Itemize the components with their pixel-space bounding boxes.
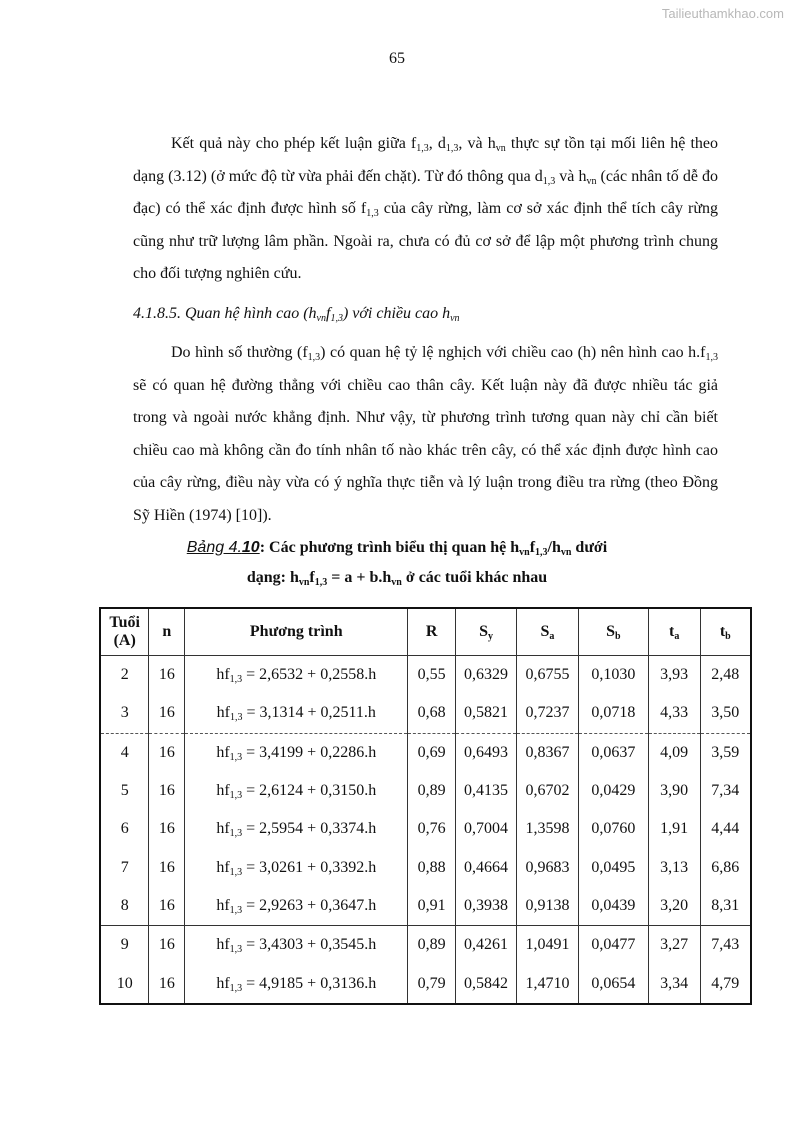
cell-sa: 0,7237 [517,694,579,733]
page-number: 65 [389,50,405,67]
cell-age: 3 [100,694,149,733]
cell-n: 16 [149,964,185,1003]
cell-sa: 0,9138 [517,887,579,926]
watermark: Tailieuthamkhao.com [661,6,784,21]
cell-tb: 3,59 [700,733,751,772]
table-row [100,772,751,810]
table-header-row [100,608,751,656]
cell-tb: 7,34 [700,772,751,810]
cell-age: 5 [100,772,149,810]
cell-age: 10 [100,964,149,1003]
header-sb: $S_b$ [578,608,648,656]
header-tb: $t_b$ [700,608,751,656]
header-sa: $S_a$ [517,608,579,656]
table-row [100,810,751,848]
header-n: n [149,608,185,656]
table-row [100,694,751,733]
equations-table [99,607,752,1005]
cell-ta: 3,34 [648,964,700,1003]
cell-sb: 0,0760 [578,810,648,848]
table-row [100,887,751,926]
cell-ta: 3,20 [648,887,700,926]
cell-age: 4 [100,733,149,772]
cell-sb: 0,0637 [578,733,648,772]
cell-sa: 1,3598 [517,810,579,848]
cell-sa: 0,6755 [517,656,579,695]
table-label: Bảng 4.10 [186,539,260,556]
cell-r: 0,89 [408,772,456,810]
cell-equation: $hf_{1,3} = 3,4199 + 0,2286.h$ [185,733,408,772]
cell-sa: 1,4710 [517,964,579,1003]
cell-sa: 0,9683 [517,848,579,886]
cell-ta: 4,09 [648,733,700,772]
cell-equation: $hf_{1,3} = 2,6124 + 0,3150.h$ [185,772,408,810]
cell-sa: 0,8367 [517,733,579,772]
paragraph-1: Kết quả này cho phép kết luận giữa $f_{1,3}$, $d_{1,3}$, và $h_{vn}$ thực sự tồn tại mối liên hệ theo dạng (3.12) (ở mức độ từ vừa phải đến chặt). Từ đó thông qua $d_{1,3}$ và $h_{vn}$ (các nhân tố dễ đo đạc) có thể xác định được hình số $f_{1,3}$ của cây rừng, làm cơ sở xác định thể tích cây rừng cũng như trữ lượng lâm phần. Ngoài ra, chưa có đủ cơ sở để lập một phương trình chung cho đối tượng nghiên cứu. [133,135,719,282]
table-row [100,926,751,965]
cell-r: 0,79 [408,964,456,1003]
cell-age: 7 [100,848,149,886]
cell-r: 0,89 [408,926,456,965]
cell-ta: 1,91 [648,810,700,848]
cell-tb: 6,86 [700,848,751,886]
cell-tb: 2,48 [700,656,751,695]
cell-equation: $hf_{1,3} = 4,9185 + 0,3136.h$ [185,964,408,1003]
cell-sy: 0,4664 [456,848,517,886]
header-equation: Phương trình [185,608,408,656]
cell-sb: 0,1030 [578,656,648,695]
cell-tb: 4,79 [700,964,751,1003]
cell-sy: 0,3938 [456,887,517,926]
cell-sy: 0,5821 [456,694,517,733]
cell-sb: 0,0439 [578,887,648,926]
cell-sy: 0,7004 [456,810,517,848]
cell-equation: $hf_{1,3} = 3,1314 + 0,2511.h$ [185,694,408,733]
cell-ta: 3,13 [648,848,700,886]
cell-n: 16 [149,887,185,926]
cell-sy: 0,5842 [456,964,517,1003]
cell-age: 8 [100,887,149,926]
cell-sy: 0,6493 [456,733,517,772]
cell-ta: 3,27 [648,926,700,965]
cell-r: 0,76 [408,810,456,848]
table-row [100,848,751,886]
table-row [100,733,751,772]
cell-r: 0,88 [408,848,456,886]
cell-sa: 1,0491 [517,926,579,965]
cell-r: 0,68 [408,694,456,733]
cell-equation: $hf_{1,3} = 2,9263 + 0,3647.h$ [185,887,408,926]
cell-n: 16 [149,848,185,886]
cell-age: 2 [100,656,149,695]
cell-ta: 3,90 [648,772,700,810]
header-sy: $S_y$ [456,608,517,656]
cell-sy: 0,4135 [456,772,517,810]
cell-sb: 0,0495 [578,848,648,886]
cell-sy: 0,6329 [456,656,517,695]
cell-age: 6 [100,810,149,848]
table-row [100,656,751,695]
cell-sb: 0,0718 [578,694,648,733]
cell-r: 0,69 [408,733,456,772]
cell-sa: 0,6702 [517,772,579,810]
cell-equation: $hf_{1,3} = 2,5954 + 0,3374.h$ [185,810,408,848]
cell-n: 16 [149,733,185,772]
header-ta: $t_a$ [648,608,700,656]
cell-n: 16 [149,694,185,733]
cell-sb: 0,0429 [578,772,648,810]
cell-equation: $hf_{1,3} = 2,6532 + 0,2558.h$ [185,656,408,695]
table-caption: Bảng 4.10: Các phương trình biểu thị quan hệ $h_{vn}f_{1,3}/h_{vn}$ dưới dạng: $h_{vn}f_{1,3} = a + b.h_{vn}$ ở các tuổi khác nhau [186,539,608,588]
table-row [100,964,751,1003]
paragraph-2: Do hình số thường $(f_{1,3})$ có quan hệ tỷ lệ nghịch với chiều cao (h) nên hình cao $h.f_{1,3}$ sẽ có quan hệ đường thẳng với chiều cao thân cây. Kết luận này đã được nhiều tác giả trong và ngoài nước khẳng định. Như vậy, từ phương trình tương quan này chỉ cần biết chiều cao mà không cần đo tính nhân tố nào khác trên cây, có thể xác định được hình cao của cây rừng, điều này vừa có ý nghĩa thực tiễn và lý luận trong điều tra rừng (theo Đồng Sỹ Hiền (1974) [10]). [133,344,718,524]
cell-sb: 0,0477 [578,926,648,965]
cell-sy: 0,4261 [456,926,517,965]
cell-sb: 0,0654 [578,964,648,1003]
cell-tb: 3,50 [700,694,751,733]
header-r: R [408,608,456,656]
cell-tb: 8,31 [700,887,751,926]
section-heading: 4.1.8.5. Quan hệ hình cao $(h_{vn}f_{1,3})$ với chiều cao $h_{vn}$ [133,305,460,324]
cell-tb: 4,44 [700,810,751,848]
cell-r: 0,91 [408,887,456,926]
cell-n: 16 [149,810,185,848]
cell-age: 9 [100,926,149,965]
cell-equation: $hf_{1,3} = 3,0261 + 0,3392.h$ [185,848,408,886]
cell-ta: 3,93 [648,656,700,695]
cell-r: 0,55 [408,656,456,695]
cell-tb: 7,43 [700,926,751,965]
cell-n: 16 [149,772,185,810]
cell-equation: $hf_{1,3} = 3,4303 + 0,3545.h$ [185,926,408,965]
cell-n: 16 [149,656,185,695]
cell-n: 16 [149,926,185,965]
header-age: Tuổi (A) [100,608,149,656]
cell-ta: 4,33 [648,694,700,733]
